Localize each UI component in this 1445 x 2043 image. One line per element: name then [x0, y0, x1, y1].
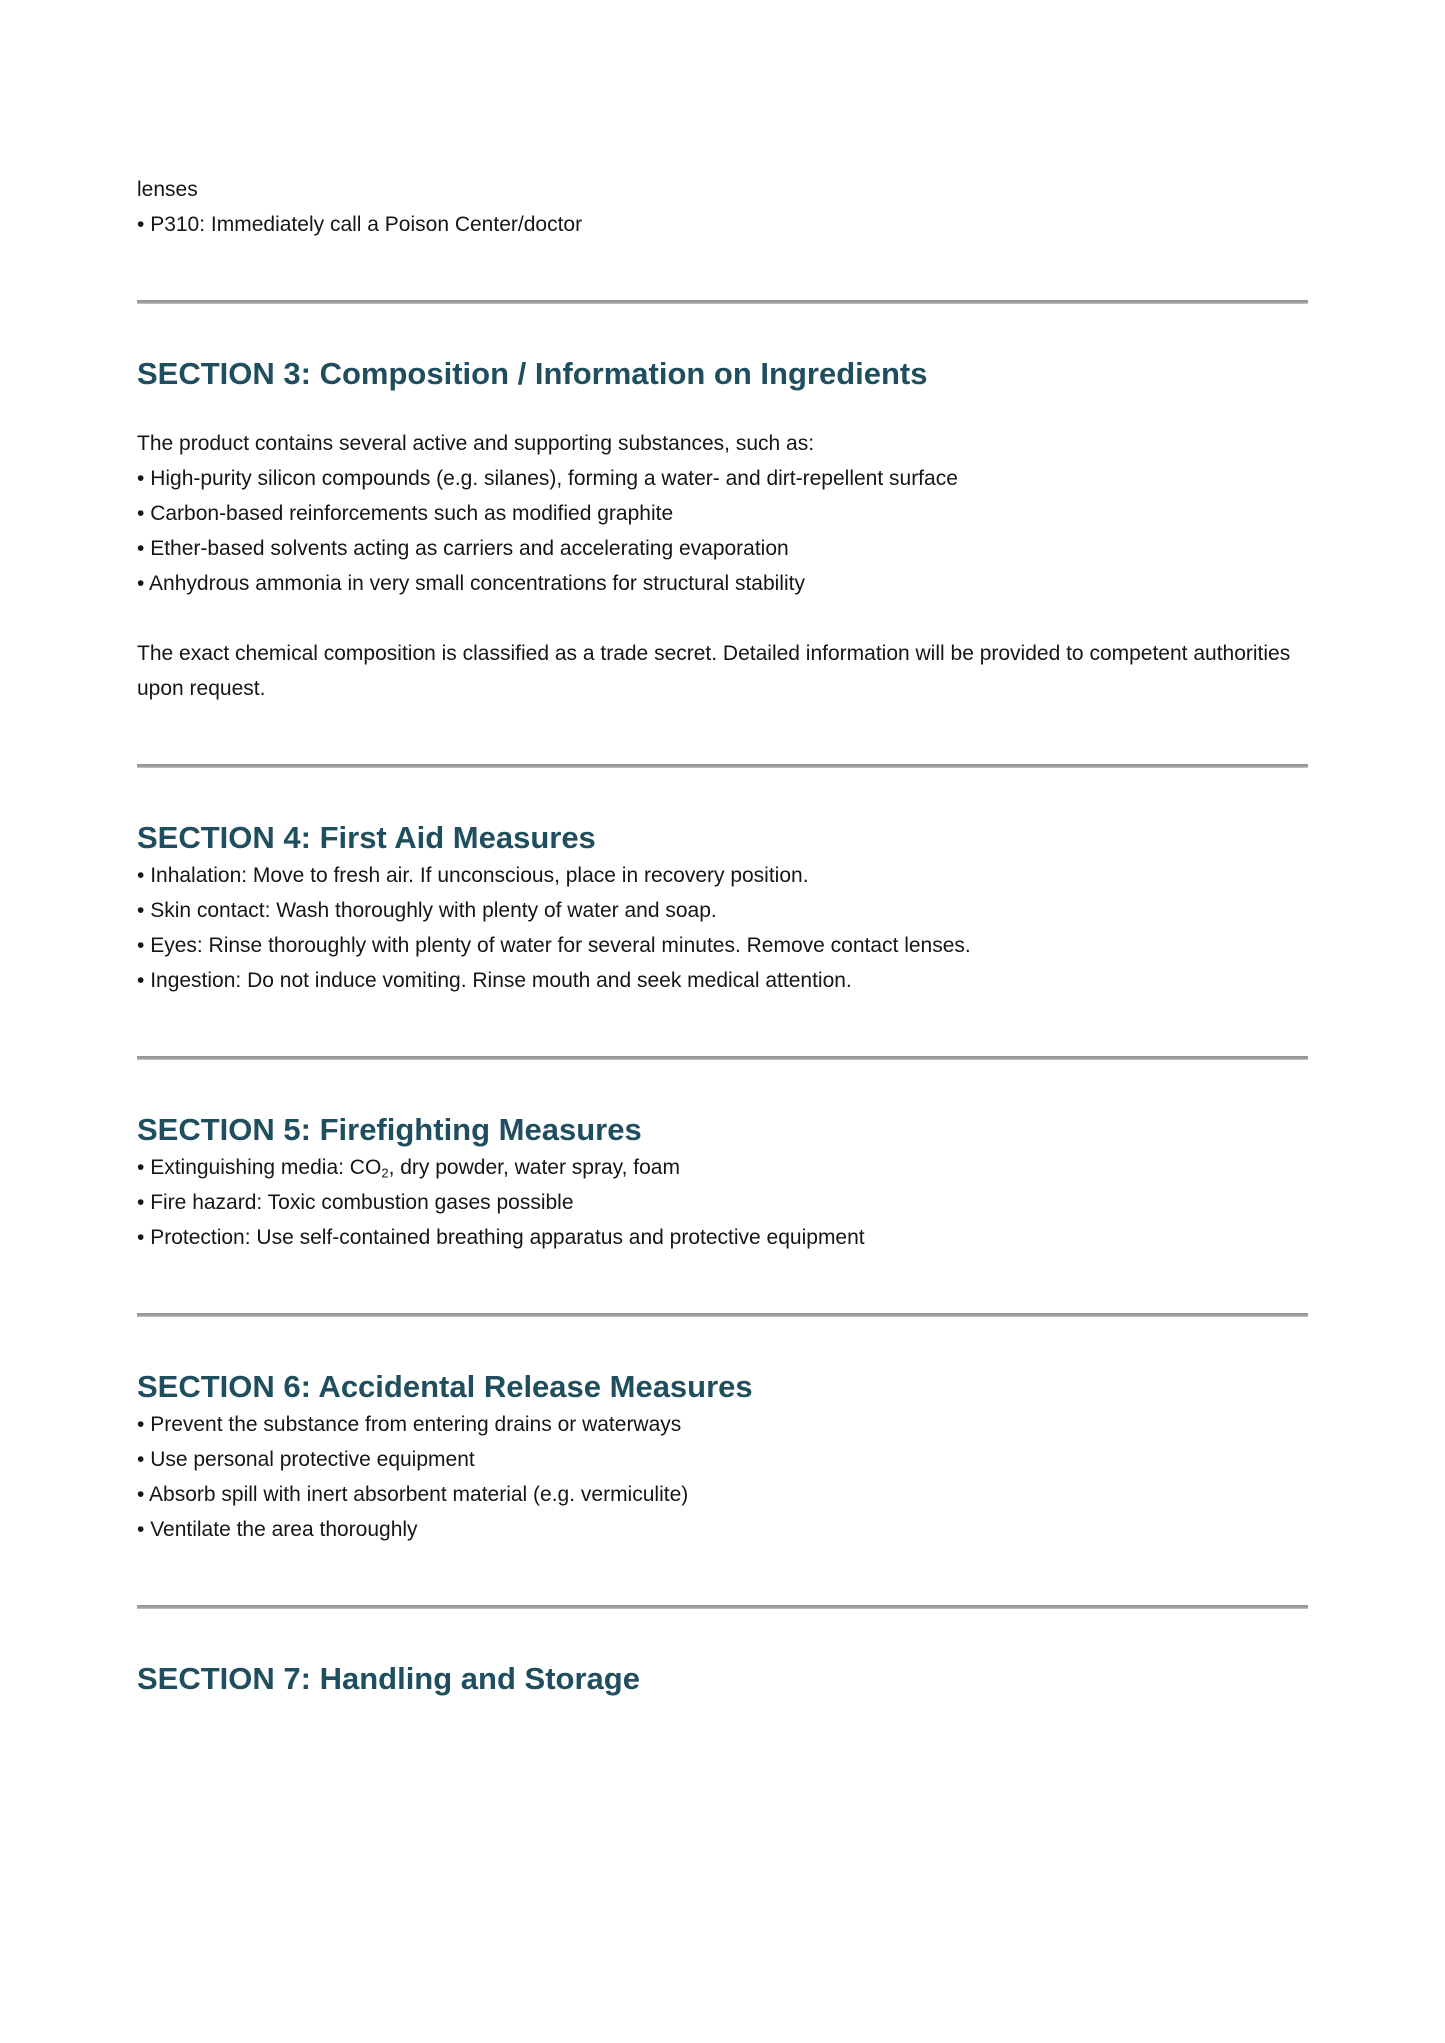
continuation-bullet-list: [137, 207, 1308, 242]
bullet-item: • P310: Immediately call a Poison Center/doctor: [137, 207, 1308, 242]
section-divider: [137, 300, 1308, 304]
bullet-item: • Carbon-based reinforcements such as modified graphite: [137, 496, 1308, 531]
bullet-item: • Ventilate the area thoroughly: [137, 1512, 1308, 1547]
bullet-item: • Fire hazard: Toxic combustion gases possible: [137, 1185, 1308, 1220]
bullet-item: • Prevent the substance from entering drains or waterways: [137, 1407, 1308, 1442]
bullet-item: • Ether-based solvents acting as carriers and accelerating evaporation: [137, 531, 1308, 566]
bullet-item: • Anhydrous ammonia in very small concentrations for structural stability: [137, 566, 1308, 601]
continued-bullet-wrap-line: lenses: [137, 178, 198, 201]
section-divider: [137, 1605, 1308, 1609]
bullet-item: • Inhalation: Move to fresh air. If unconscious, place in recovery position.: [137, 858, 1308, 893]
extinguishing-media-text-tail: , dry powder, water spray, foam: [388, 1156, 680, 1179]
section-3-outro: The exact chemical composition is classified as a trade secret. Detailed information will be provided to competent authorities upon request.: [137, 642, 1291, 700]
bullet-item-extinguishing-media: [137, 1150, 1308, 1185]
co2-subscript: 2: [381, 1165, 389, 1181]
section-divider: [137, 1056, 1308, 1060]
section-divider: [137, 1313, 1308, 1317]
bullet-item: • Protection: Use self-contained breathing apparatus and protective equipment: [137, 1220, 1308, 1255]
section-7-heading: SECTION 7: Handling and Storage: [137, 1661, 640, 1696]
document-content: [137, 0, 1308, 1699]
section-6-heading: SECTION 6: Accidental Release Measures: [137, 1369, 753, 1404]
section-4-heading: SECTION 4: First Aid Measures: [137, 820, 596, 855]
section-3-heading: SECTION 3: Composition / Information on Ingredients: [137, 356, 928, 391]
bullet-item: • Absorb spill with inert absorbent material (e.g. vermiculite): [137, 1477, 1308, 1512]
bullet-item: • Ingestion: Do not induce vomiting. Rinse mouth and seek medical attention.: [137, 963, 1308, 998]
section-3-bullet-list: [137, 461, 1308, 601]
extinguishing-media-text: Extinguishing media: CO: [150, 1156, 382, 1179]
section-5-heading: SECTION 5: Firefighting Measures: [137, 1112, 642, 1147]
bullet-item: • Use personal protective equipment: [137, 1442, 1308, 1477]
section-6-bullet-list: [137, 1407, 1308, 1547]
bullet-item: • Eyes: Rinse thoroughly with plenty of water for several minutes. Remove contact lenses.: [137, 928, 1308, 963]
section-4-bullet-list: [137, 858, 1308, 998]
section-3-intro: The product contains several active and supporting substances, such as:: [137, 432, 815, 455]
section-divider: [137, 764, 1308, 768]
bullet-item: • High-purity silicon compounds (e.g. silanes), forming a water- and dirt-repellent surface: [137, 461, 1308, 496]
bullet-item: • Skin contact: Wash thoroughly with plenty of water and soap.: [137, 893, 1308, 928]
section-5-bullet-list: [137, 1150, 1308, 1255]
